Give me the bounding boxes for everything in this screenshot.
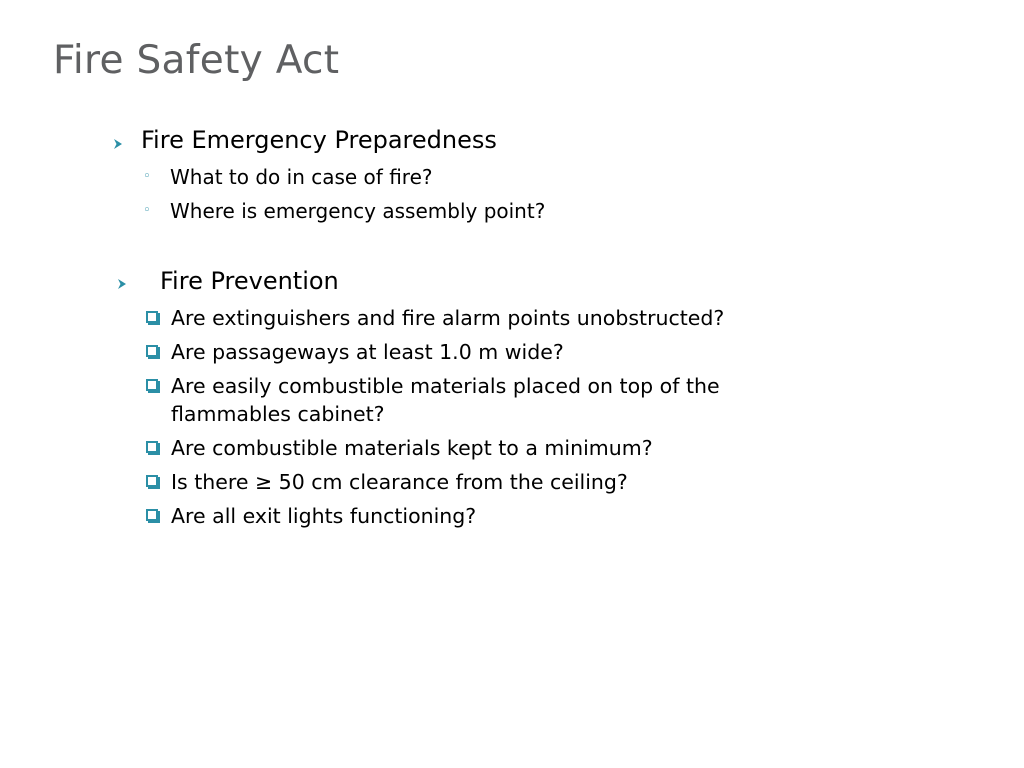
list-item: Are all exit lights functioning? xyxy=(171,504,477,528)
list-item: Where is emergency assembly point? xyxy=(170,199,546,223)
list-item: Are combustible materials kept to a minimum? xyxy=(171,436,653,460)
list-item: What to do in case of fire? xyxy=(170,165,433,189)
circle-bullet-icon: ◦ xyxy=(143,203,151,218)
checkbox-bullet-icon xyxy=(146,475,158,487)
checkbox-bullet-icon xyxy=(146,311,158,323)
checkbox-bullet-icon xyxy=(146,509,158,521)
checkbox-bullet-icon xyxy=(146,379,158,391)
list-item-continuation: flammables cabinet? xyxy=(171,402,385,426)
section-heading-emergency-preparedness: Fire Emergency Preparedness xyxy=(141,126,497,154)
list-item: Are easily combustible materials placed on top of the xyxy=(171,374,720,398)
section-heading-fire-prevention: Fire Prevention xyxy=(160,267,339,295)
arrowhead-bullet-icon xyxy=(112,138,124,150)
list-item: Are extinguishers and fire alarm points unobstructed? xyxy=(171,306,725,330)
list-item: Are passageways at least 1.0 m wide? xyxy=(171,340,564,364)
list-item: Is there ≥ 50 cm clearance from the ceiling? xyxy=(171,470,628,494)
checkbox-bullet-icon xyxy=(146,441,158,453)
circle-bullet-icon: ◦ xyxy=(143,169,151,184)
checkbox-bullet-icon xyxy=(146,345,158,357)
slide-title: Fire Safety Act xyxy=(53,38,340,83)
arrowhead-bullet-icon xyxy=(116,278,128,290)
